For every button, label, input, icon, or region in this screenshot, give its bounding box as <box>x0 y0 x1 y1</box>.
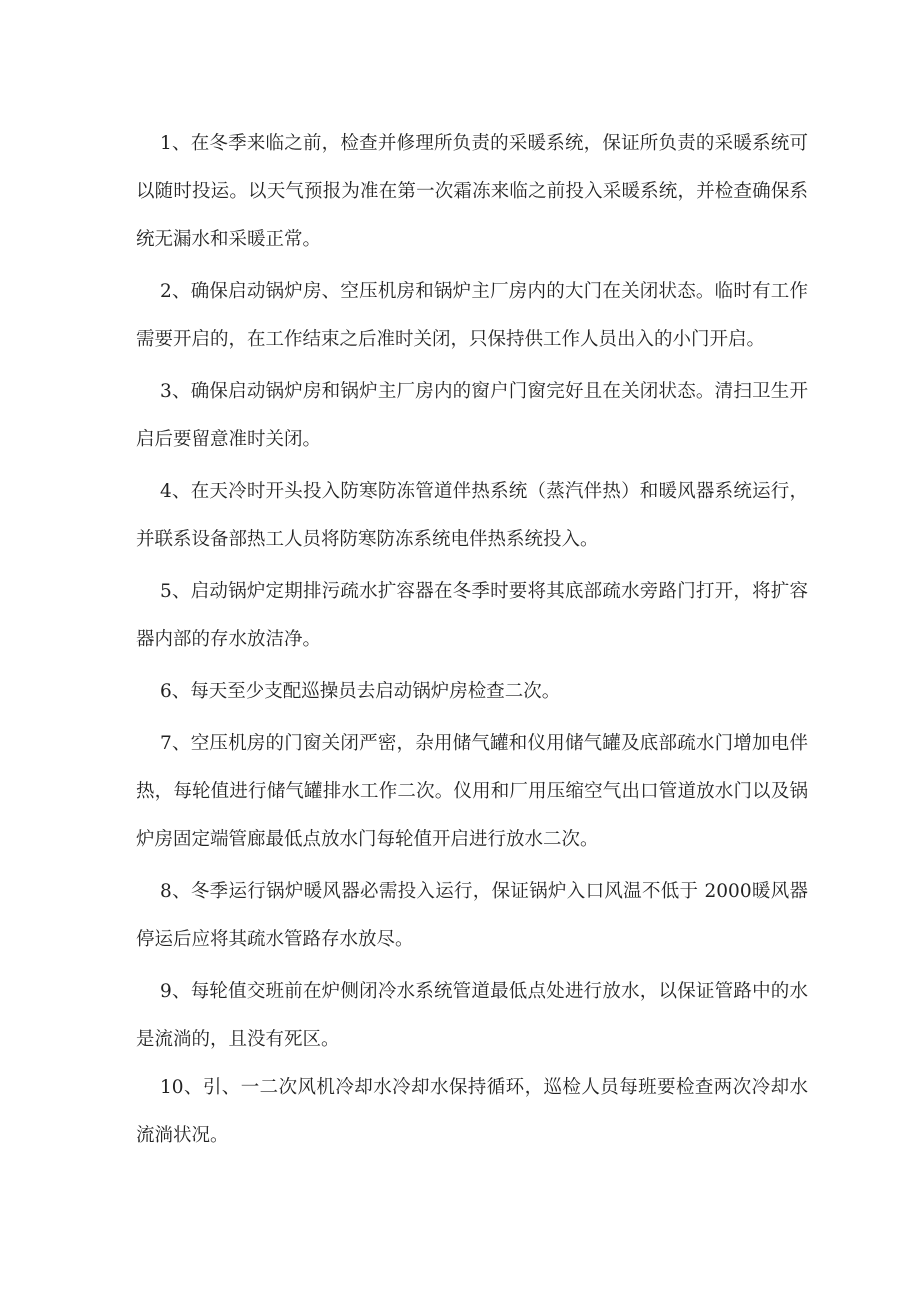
paragraph-5: 5、启动锅炉定期排污疏水扩容器在冬季时要将其底部疏水旁路门打开，将扩容器内部的存水放洁净。 <box>136 581 808 650</box>
paragraph-9: 9、每轮值交班前在炉侧闭冷水系统管道最低点处进行放水，以保证管路中的水是流淌的，且没有死区。 <box>136 981 808 1050</box>
paragraph-3: 3、确保启动锅炉房和锅炉主厂房内的窗户门窗完好且在关闭状态。清扫卫生开启后要留意准时关闭。 <box>136 381 808 450</box>
document-body <box>136 120 808 1160</box>
paragraph-2: 2、确保启动锅炉房、空压机房和锅炉主厂房内的大门在关闭状态。临时有工作需要开启的，在工作结束之后准时关闭，只保持供工作人员出入的小门开启。 <box>136 281 808 350</box>
paragraph-6: 6、每天至少支配巡操员去启动锅炉房检查二次。 <box>160 681 561 702</box>
paragraph-4: 4、在天冷时开头投入防寒防冻管道伴热系统（蒸汽伴热）和暖风器系统运行，并联系设备部热工人员将防寒防冻系统电伴热系统投入。 <box>136 481 808 550</box>
paragraph-10: 10、引、一二次风机冷却水冷却水保持循环，巡检人员每班要检查两次冷却水流淌状况。 <box>136 1077 808 1146</box>
paragraph-7: 7、空压机房的门窗关闭严密，杂用储气罐和仪用储气罐及底部疏水门增加电伴热，每轮值进行储气罐排水工作二次。仪用和厂用压缩空气出口管道放水门以及锅炉房固定端管廊最低点放水门每轮值开启进行放水二次。 <box>136 733 808 850</box>
paragraph-8: 8、冬季运行锅炉暖风器必需投入运行，保证锅炉入口风温不低于 2000暖风器停运后应将其疏水管路存水放尽。 <box>136 881 808 950</box>
paragraph-1: 1、在冬季来临之前，检查并修理所负责的采暖系统，保证所负责的采暖系统可以随时投运。以天气预报为准在第一次霜冻来临之前投入采暖系统，并检查确保系统无漏水和采暖正常。 <box>136 133 808 250</box>
